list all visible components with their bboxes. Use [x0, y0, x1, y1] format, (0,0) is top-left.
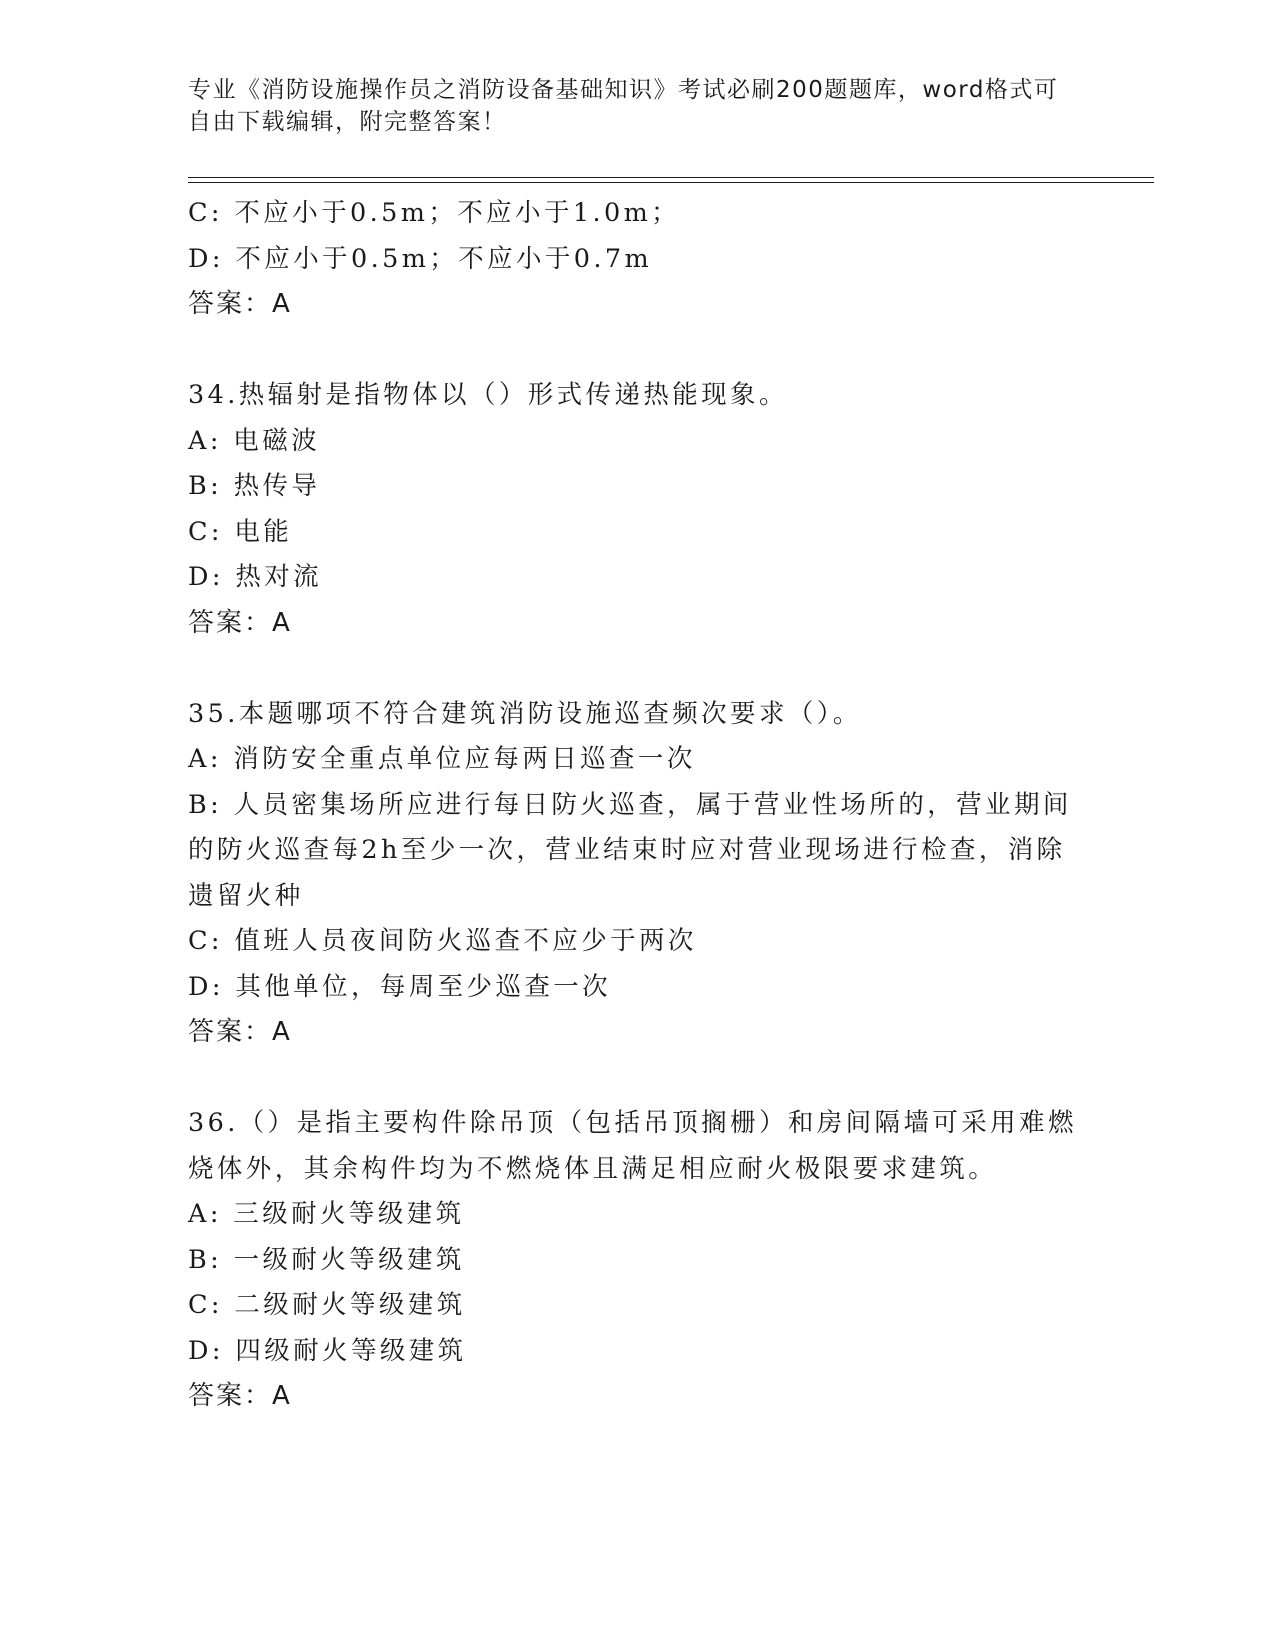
option-b: B: 热传导: [188, 471, 321, 501]
option-c: C: 值班人员夜间防火巡查不应少于两次: [188, 926, 697, 956]
option-c: C: 不应小于0.5m；不应小于1.0m；: [188, 198, 681, 228]
option-a: A: 消防安全重点单位应每两日巡查一次: [188, 744, 696, 774]
option-b: B: 一级耐火等级建筑: [188, 1244, 465, 1275]
answer-line: 答案：A: [188, 1017, 292, 1047]
answer-line: 答案：A: [188, 1381, 292, 1411]
option-d: D: 热对流: [188, 562, 323, 592]
option-a: A: 电磁波: [188, 425, 321, 456]
option-c: C: 二级耐火等级建筑: [188, 1290, 466, 1320]
option-d: D: 不应小于0.5m；不应小于0.7m: [188, 243, 653, 274]
question-stem: 34.热辐射是指物体以（）形式传递热能现象。: [188, 380, 788, 410]
header-rule-top: [188, 177, 1154, 178]
question-stem: 36.（）是指主要构件除吊顶（包括吊顶搁栅）和房间隔墙可采用难燃烧体外，其余构件均为不燃烧体且满足相应耐火极限要求建筑。: [188, 1108, 1077, 1184]
option-c: C: 电能: [188, 516, 293, 547]
spacer: [188, 1056, 1078, 1102]
answer-line: 答案：A: [188, 607, 292, 638]
option-d: D: 其他单位，每周至少巡查一次: [188, 971, 612, 1002]
option-a: A: 三级耐火等级建筑: [188, 1199, 465, 1229]
header-rule-bottom: [188, 182, 1154, 183]
spacer: [188, 646, 1078, 692]
document-header: 专业《消防设施操作员之消防设备基础知识》考试必刷200题题库，word格式可自由下载编辑，附完整答案！: [188, 77, 1059, 135]
option-d: D: 四级耐火等级建筑: [188, 1335, 467, 1366]
option-b: B: 人员密集场所应进行每日防火巡查，属于营业性场所的，营业期间的防火巡查每2h至少一次，营业结束时应对营业现场进行检查，消除遗留火种: [188, 789, 1072, 911]
question-content: [188, 191, 1078, 1420]
spacer: [188, 328, 1078, 374]
question-stem: 35.本题哪项不符合建筑消防设施巡查频次要求（）。: [188, 698, 862, 729]
answer-line: 答案：A: [188, 289, 292, 319]
